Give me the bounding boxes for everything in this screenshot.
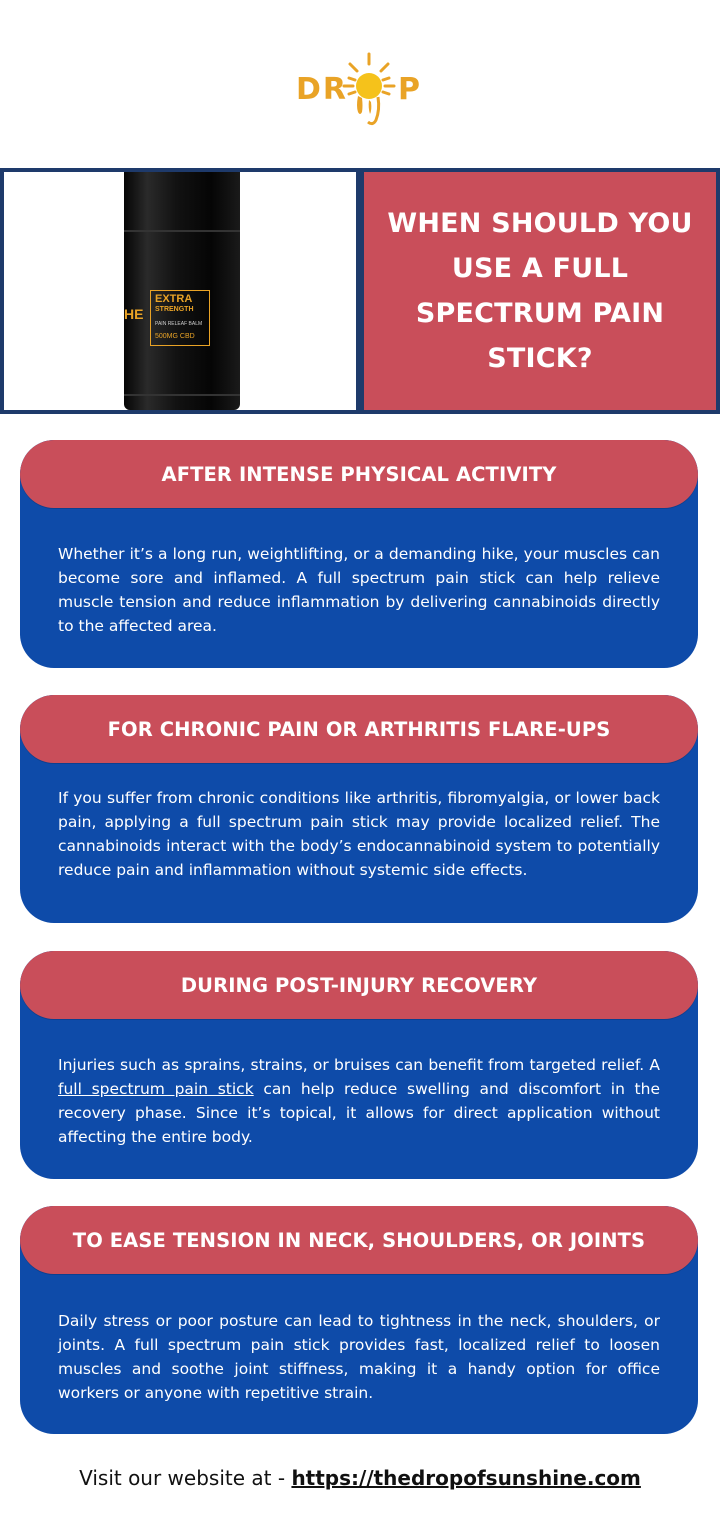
- section-body-text-before: Injuries such as sprains, strains, or bruises can benefit from targeted relief. A: [58, 1056, 660, 1074]
- product-photo: [4, 172, 356, 410]
- logo-text-right: P: [398, 72, 422, 107]
- logo-text-left: DR: [296, 72, 349, 107]
- stick-base-band: [124, 394, 240, 396]
- section-title: FOR CHRONIC PAIN OR ARTHRITIS FLARE-UPS: [107, 717, 611, 741]
- section-body: Whether it’s a long run, weightlifting, or a demanding hike, your muscles can become sore and inflamed. A full spectrum pain stick can help relieve muscle tension and reduce inflammation by delivering cannabinoids directly to the affected area.: [58, 545, 660, 635]
- footer-prefix: Visit our website at -: [79, 1466, 292, 1490]
- section-card-tension: [20, 1206, 698, 1434]
- section-header: [20, 440, 698, 508]
- hero-banner: [0, 168, 720, 414]
- section-title: AFTER INTENSE PHYSICAL ACTIVITY: [161, 462, 557, 486]
- footer: [0, 1466, 720, 1490]
- stick-label-line4: 500MG CBD: [155, 333, 195, 340]
- stick-label-line3: PAIN RELEAF BALM: [155, 321, 203, 327]
- section-body: Daily stress or poor posture can lead to tightness in the neck, shoulders, or joints. A full spectrum pain stick provides fast, localized relief to loosen muscles and soothe joint stiffness, making it a handy option for office workers or anyone with repetitive strain.: [58, 1312, 660, 1402]
- section-body-text-after: can help reduce swelling and discomfort in the recovery phase. Since it’s topical, it allows for direct application without affecting the entire body.: [58, 1080, 660, 1146]
- stick-label-line2: STRENGTH: [155, 306, 194, 313]
- website-link[interactable]: https://thedropofsunshine.com: [291, 1466, 641, 1490]
- section-header: [20, 1206, 698, 1274]
- pain-stick-link[interactable]: full spectrum pain stick: [58, 1080, 254, 1098]
- hero-title-box: [364, 172, 716, 410]
- section-card-physical-activity: [20, 440, 698, 668]
- stick-label-line1: EXTRA: [155, 293, 193, 305]
- stick-cap-band: [124, 230, 240, 232]
- stick-brand-fragment: HE: [124, 306, 144, 322]
- pain-stick-image: [124, 172, 240, 410]
- section-title: TO EASE TENSION IN NECK, SHOULDERS, OR JOINTS: [72, 1228, 646, 1252]
- sun-drop-icon: [340, 50, 398, 132]
- section-card-chronic-pain: [20, 695, 698, 923]
- stick-label: [150, 290, 210, 346]
- section-header: [20, 695, 698, 763]
- section-body: If you suffer from chronic conditions like arthritis, fibromyalgia, or lower back pain, applying a full spectrum pain stick may provide localized relief. The cannabinoids interact with the body’s endocannabinoid system to potentially reduce pain and inflammation without systemic side effects.: [58, 789, 660, 879]
- section-header: [20, 951, 698, 1019]
- section-card-post-injury: [20, 951, 698, 1179]
- brand-logo: [290, 46, 430, 136]
- section-title: DURING POST-INJURY RECOVERY: [180, 973, 538, 997]
- page-title: WHEN SHOULD YOU USE A FULL SPECTRUM PAIN STICK?: [387, 208, 693, 374]
- section-body: [58, 1053, 660, 1149]
